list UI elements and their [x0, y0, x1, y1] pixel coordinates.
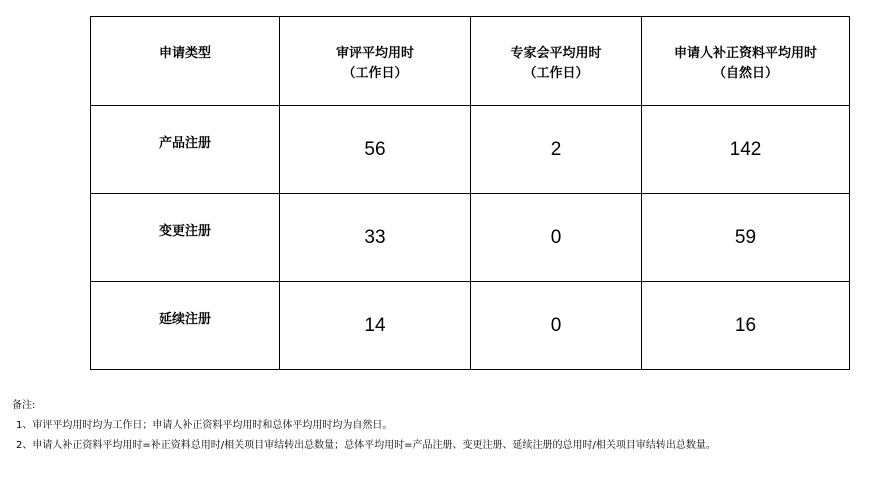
note-item: 2、申请人补正资料平均用时=补正资料总用时/相关项目审结转出总数量；总体平均用时=产品注册、变更注册、延续注册的总用时/相关项目审结转出总数量。 — [16, 440, 716, 451]
review-value-cell: 33 — [280, 194, 471, 282]
expert-value-cell: 0 — [471, 282, 642, 370]
note-item: 1、审评平均用时均为工作日；申请人补正资料平均用时和总体平均用时均为自然日。 — [16, 420, 393, 431]
table-row — [91, 106, 850, 194]
header-line1: 申请类型 — [158, 46, 211, 61]
header-line2: （自然日） — [712, 66, 778, 81]
review-value-cell: 56 — [280, 106, 471, 194]
header-review-avg-time — [280, 17, 471, 106]
review-time-table — [90, 16, 850, 370]
header-line1: 审评平均用时 — [335, 46, 414, 61]
table-header-row — [91, 17, 850, 106]
notes-title: 备注: — [12, 400, 36, 411]
header-supplement-avg-time — [642, 17, 850, 106]
row-type-cell: 变更注册 — [91, 194, 280, 282]
header-line2: （工作日） — [342, 66, 408, 81]
supplement-value-cell: 16 — [642, 282, 850, 370]
table-row — [91, 282, 850, 370]
row-type-cell: 延续注册 — [91, 282, 280, 370]
expert-value-cell: 0 — [471, 194, 642, 282]
header-line1: 申请人补正资料平均用时 — [673, 46, 817, 61]
header-application-type — [91, 17, 280, 106]
review-value-cell: 14 — [280, 282, 471, 370]
expert-value-cell: 2 — [471, 106, 642, 194]
header-line1: 专家会平均用时 — [510, 46, 602, 61]
header-expert-meeting-avg-time — [471, 17, 642, 106]
table-row — [91, 194, 850, 282]
header-line2: （工作日） — [523, 66, 589, 81]
row-type-cell: 产品注册 — [91, 106, 280, 194]
supplement-value-cell: 59 — [642, 194, 850, 282]
notes-section — [12, 396, 716, 456]
supplement-value-cell: 142 — [642, 106, 850, 194]
